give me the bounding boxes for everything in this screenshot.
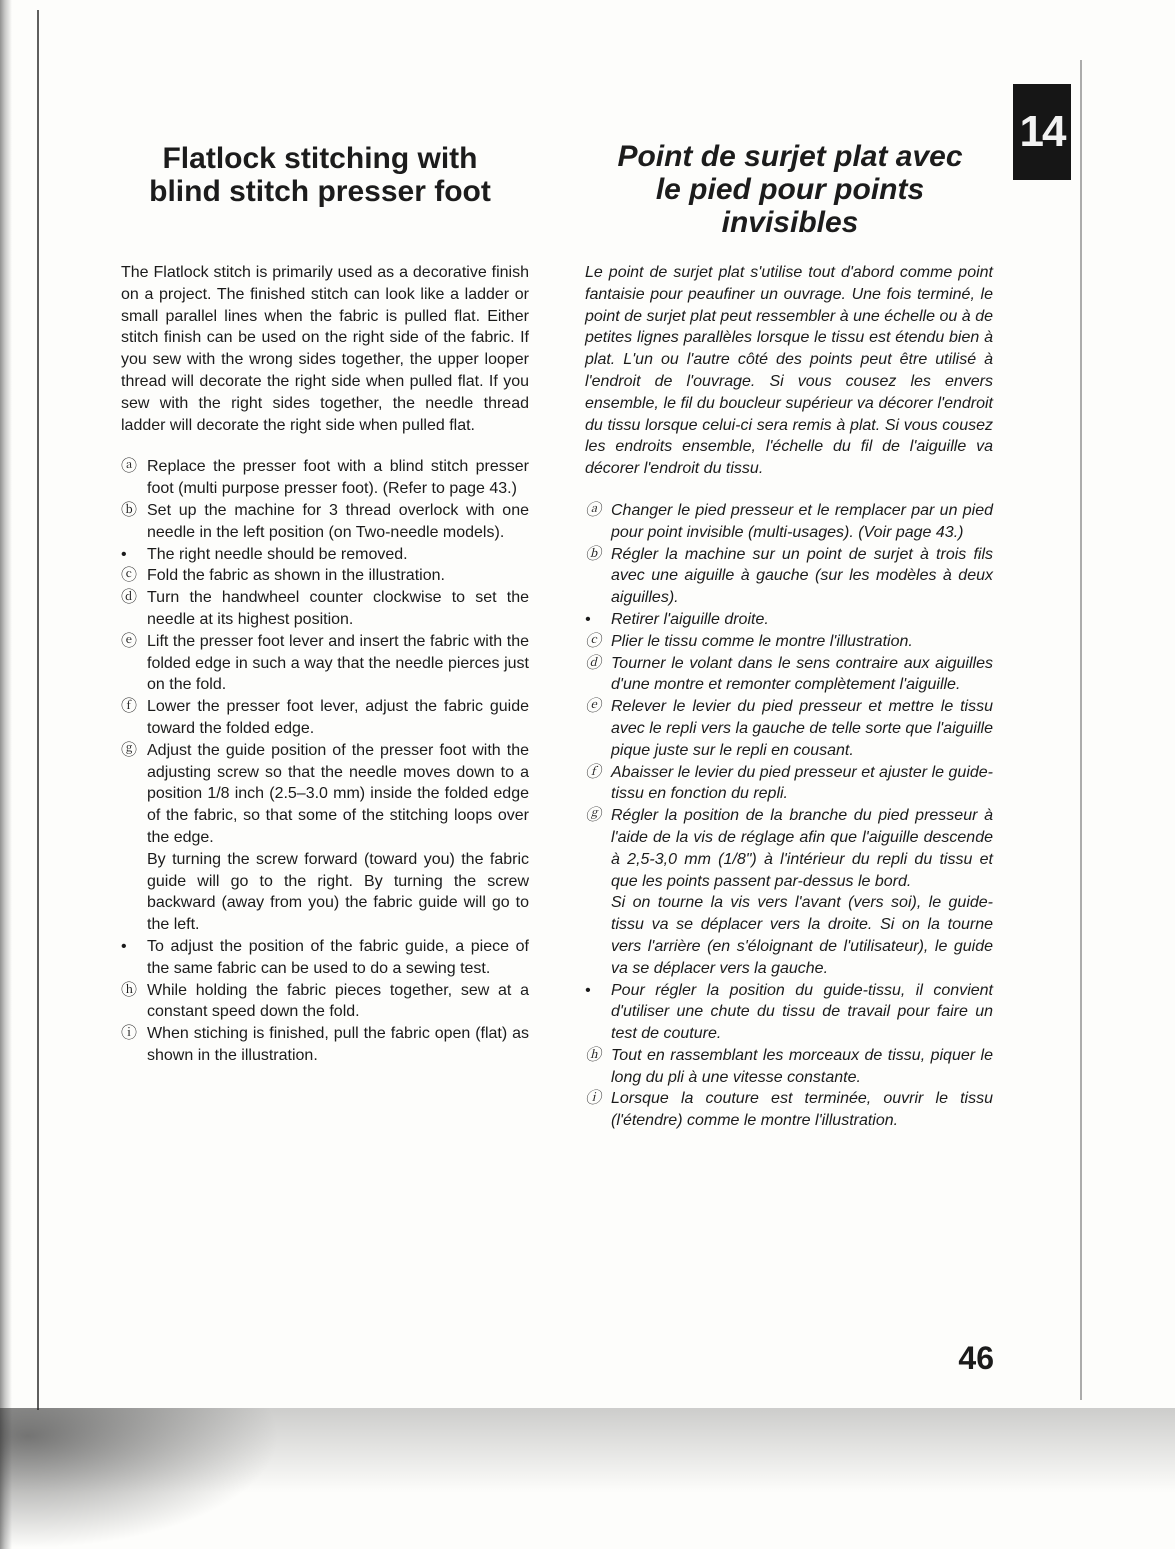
step-marker: ⓘ xyxy=(585,1090,602,1108)
bullet-marker: • xyxy=(121,937,127,955)
english-step xyxy=(121,1023,529,1067)
english-step xyxy=(121,696,529,740)
step-marker: ⓑ xyxy=(585,545,602,563)
chapter-tab: 14 xyxy=(1013,84,1071,180)
step-marker: ⓐ xyxy=(585,501,602,519)
scan-edge-left xyxy=(0,0,12,1549)
step-text: Adjust the guide position of the presser foot with the adjusting screw so that the needle moves down to a position 1/8 inch (2.5–3.0 mm) inside the folded edge of the fabric, so that some of the stitching loops over the edge. xyxy=(147,741,529,846)
step-marker: ⓒ xyxy=(585,632,602,650)
english-intro: The Flatlock stitch is primarily used as a decorative finish on a project. The finished stitch can look like a ladder or small parallel lines when the fabric is pulled flat. Either stitch finish can be used on the right side of the fabric. If you sew with the wrong sides together, the upper looper thread will decorate the right side when pulled flat. If you sew with the right sides together, the needle thread ladder will decorate the right side when pulled flat. xyxy=(121,264,529,434)
english-title-line: Flatlock stitching with xyxy=(162,142,478,175)
step-text: Plier le tissu comme le montre l'illustration. xyxy=(611,632,913,650)
step-text: Pour régler la position du guide-tissu, il convient d'utiliser une chute du tissu de travail pour faire un test de couture. xyxy=(611,981,993,1043)
step-marker: ⓕ xyxy=(585,763,602,781)
step-marker: ⓔ xyxy=(585,698,602,716)
french-step xyxy=(585,1045,993,1089)
french-step xyxy=(585,609,993,631)
step-extra-text: Si on tourne la vis vers l'avant (vers soi), le guide-tissu va se déplacer vers la droite. Si on la tourne vers l'arrière (en s'éloignant de l'utilisateur), le guide va se déplacer vers la gauche. xyxy=(611,894,993,977)
english-steps xyxy=(121,456,529,1066)
bullet-marker: • xyxy=(585,610,591,628)
step-text: Changer le pied presseur et le remplacer par un pied pour point invisible (multi-usages). (Voir page 43.) xyxy=(611,501,993,541)
step-marker: ⓓ xyxy=(585,654,602,672)
step-text: The right needle should be removed. xyxy=(147,545,408,563)
bullet-marker: • xyxy=(585,981,591,999)
step-text: Fold the fabric as shown in the illustration. xyxy=(147,567,445,585)
english-step xyxy=(121,587,529,631)
french-steps xyxy=(585,500,993,1132)
step-text: To adjust the position of the fabric guide, a piece of the same fabric can be used to do a sewing test. xyxy=(147,937,529,977)
step-marker: ⓗ xyxy=(585,1046,602,1064)
english-step xyxy=(121,740,529,936)
step-marker: ⓒ xyxy=(121,567,138,585)
french-title-line: le pied pour points xyxy=(655,173,925,206)
step-text: Turn the handwheel counter clockwise to set the needle at its highest position. xyxy=(147,589,529,628)
english-step xyxy=(121,456,529,500)
step-text: Replace the presser foot with a blind stitch presser foot (multi purpose presser foot). (Refer to page 43.) xyxy=(147,458,529,498)
step-text: Régler la machine sur un point de surjet à trois fils avec une aiguille à gauche (sur les modèles à deux aiguilles). xyxy=(611,545,993,607)
french-intro: Le point de surjet plat s'utilise tout d'abord comme point fantaisie pour peaufiner un ouvrage. Une fois terminé, le point de surjet plat peut ressembler à une échelle ou à de petites lignes parallèles lorsque le tissu est étendu bien à plat. L'un ou l'autre côté des points peut être utilisé à l'endroit de l'ouvrage. Si vous cousez les envers ensemble, le fil du boucleur supérieur va décorer l'endroit du tissu lorsque celui-ci sera remis à plat. Si vous cousez les endroits ensemble, l'échelle du fil de l'aiguille va décorer l'endroit du tissu. xyxy=(585,264,993,478)
french-step xyxy=(585,544,993,609)
french-step xyxy=(585,805,993,979)
step-text: Abaisser le levier du pied presseur et ajuster le guide-tissu en fonction du repli. xyxy=(611,763,993,803)
english-step xyxy=(121,565,529,587)
english-column xyxy=(121,262,529,1067)
french-step xyxy=(585,500,993,544)
scan-shadow-corner xyxy=(0,1408,280,1549)
french-step xyxy=(585,653,993,697)
scan-binding-line xyxy=(37,10,39,1410)
french-title xyxy=(590,140,990,239)
english-step xyxy=(121,936,529,980)
step-text: Lower the presser foot lever, adjust the fabric guide toward the folded edge. xyxy=(147,698,529,737)
french-step xyxy=(585,1088,993,1132)
step-extra-text: By turning the screw forward (toward you) the fabric guide will go to the right. By turning the screw backward (away from you) the fabric guide will go to the left. xyxy=(147,850,529,934)
french-step xyxy=(585,762,993,806)
step-marker: ⓖ xyxy=(585,807,602,825)
french-step xyxy=(585,696,993,761)
step-text: Lorsque la couture est terminée, ouvrir le tissu (l'étendre) comme le montre l'illustration. xyxy=(611,1090,993,1130)
step-text: While holding the fabric pieces together, sew at a constant speed down the fold. xyxy=(147,981,529,1021)
english-step xyxy=(121,631,529,696)
step-text: Relever le levier du pied presseur et mettre le tissu avec le repli vers la gauche de telle sorte que l'aiguille pique juste sur le repli en cousant. xyxy=(611,698,993,759)
bullet-marker: • xyxy=(121,545,127,563)
step-marker: ⓔ xyxy=(121,632,138,650)
step-text: Retirer l'aiguille droite. xyxy=(611,610,769,628)
step-marker: ⓓ xyxy=(121,589,138,607)
step-marker: ⓕ xyxy=(121,698,138,716)
step-marker: ⓘ xyxy=(121,1025,138,1043)
step-text: Lift the presser foot lever and insert the fabric with the folded edge in such a way that the needle pierces just on the fold. xyxy=(147,632,529,694)
english-title xyxy=(120,142,520,208)
step-text: Régler la position de la branche du pied presseur à l'aide de la vis de réglage afin que l'aiguille descende à 2,5-3,0 mm (1/8") à l'intérieur du repli du tissu et que les points passent par-dessus le bord. xyxy=(611,807,993,890)
french-title-line: invisibles xyxy=(721,206,859,239)
english-step xyxy=(121,544,529,566)
page-number: 46 xyxy=(958,1340,994,1376)
step-marker: ⓖ xyxy=(121,741,138,759)
step-marker: ⓑ xyxy=(121,501,138,519)
step-text: Set up the machine for 3 thread overlock with one needle in the left position (on Two-needle models). xyxy=(147,501,529,541)
english-step xyxy=(121,500,529,544)
french-column xyxy=(585,262,993,1132)
english-title-line: blind stitch presser foot xyxy=(149,175,491,208)
step-text: When stiching is finished, pull the fabric open (flat) as shown in the illustration. xyxy=(147,1025,529,1064)
step-text: Tout en rassemblant les morceaux de tissu, piquer le long du pli à une vitesse constante. xyxy=(611,1046,993,1086)
step-marker: ⓗ xyxy=(121,981,138,999)
english-step xyxy=(121,980,529,1024)
scan-edge-right xyxy=(1080,60,1082,1400)
step-text: Tourner le volant dans le sens contraire aux aiguilles d'une montre et remonter complètement l'aiguille. xyxy=(611,654,993,694)
french-step xyxy=(585,980,993,1045)
french-title-line: Point de surjet plat avec xyxy=(617,140,963,173)
step-marker: ⓐ xyxy=(121,458,138,476)
french-step xyxy=(585,631,993,653)
